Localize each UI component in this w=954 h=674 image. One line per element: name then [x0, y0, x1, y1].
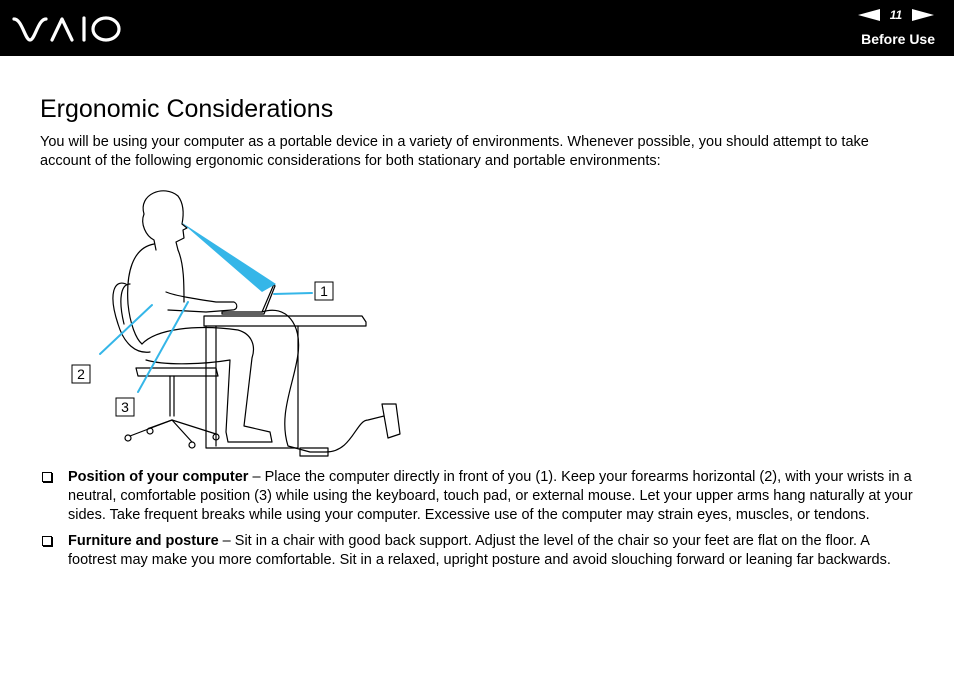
- list-item: [40, 468, 920, 526]
- person-legs: [142, 328, 272, 442]
- arrow-right-icon[interactable]: [912, 9, 934, 21]
- ergonomics-illustration: [66, 184, 416, 466]
- list-item-heading: Position of your computer: [68, 469, 249, 485]
- page-navigation: [858, 7, 934, 23]
- callout-2: 2: [77, 366, 85, 382]
- desk: [204, 316, 366, 326]
- checkbox-icon: [42, 472, 52, 482]
- line-of-sight: [181, 222, 276, 292]
- checkbox-icon: [42, 536, 52, 546]
- page-number: 11: [889, 8, 903, 22]
- ergonomic-tips-list: [40, 468, 920, 570]
- person-torso: [128, 244, 154, 344]
- list-item-heading: Furniture and posture: [68, 532, 219, 549]
- vaio-logo: [12, 14, 122, 44]
- person-head: [143, 191, 187, 250]
- list-item: [40, 532, 920, 570]
- list-item-text: – Place the computer directly in front of you (1). Keep your forearms horizontal (2), with your wrists in a neutral, comfortable position (3) while using the keyboard, touch pad, or external mouse. Let your upper arms hang naturally at your sides. Take frequent breaks while using your computer. Excessive use of the computer may strain eyes, muscles, or tendons.: [68, 469, 913, 524]
- list-item-text: – Sit in a chair with good back support. Adjust the level of the chair so your feet are flat on the floor. A footrest may make you more comfortable. Sit in a relaxed, upright posture and avoid slouching forward or leaning far backwards.: [68, 532, 891, 568]
- power-cable: [262, 310, 384, 452]
- callout-1: 1: [320, 283, 328, 299]
- callout-3: 3: [121, 399, 129, 415]
- section-name: Before Use: [861, 31, 935, 47]
- page-title: Ergonomic Considerations: [40, 95, 334, 123]
- page-header: [0, 0, 954, 56]
- arrow-left-icon[interactable]: [858, 9, 880, 21]
- wall-outlet: [382, 404, 400, 438]
- intro-paragraph: You will be using your computer as a portable device in a variety of environments. Whenever possible, you should attempt to take account of the following ergonomic considerations for both stationary and portable environments:: [40, 134, 869, 169]
- person-arm: [166, 292, 237, 312]
